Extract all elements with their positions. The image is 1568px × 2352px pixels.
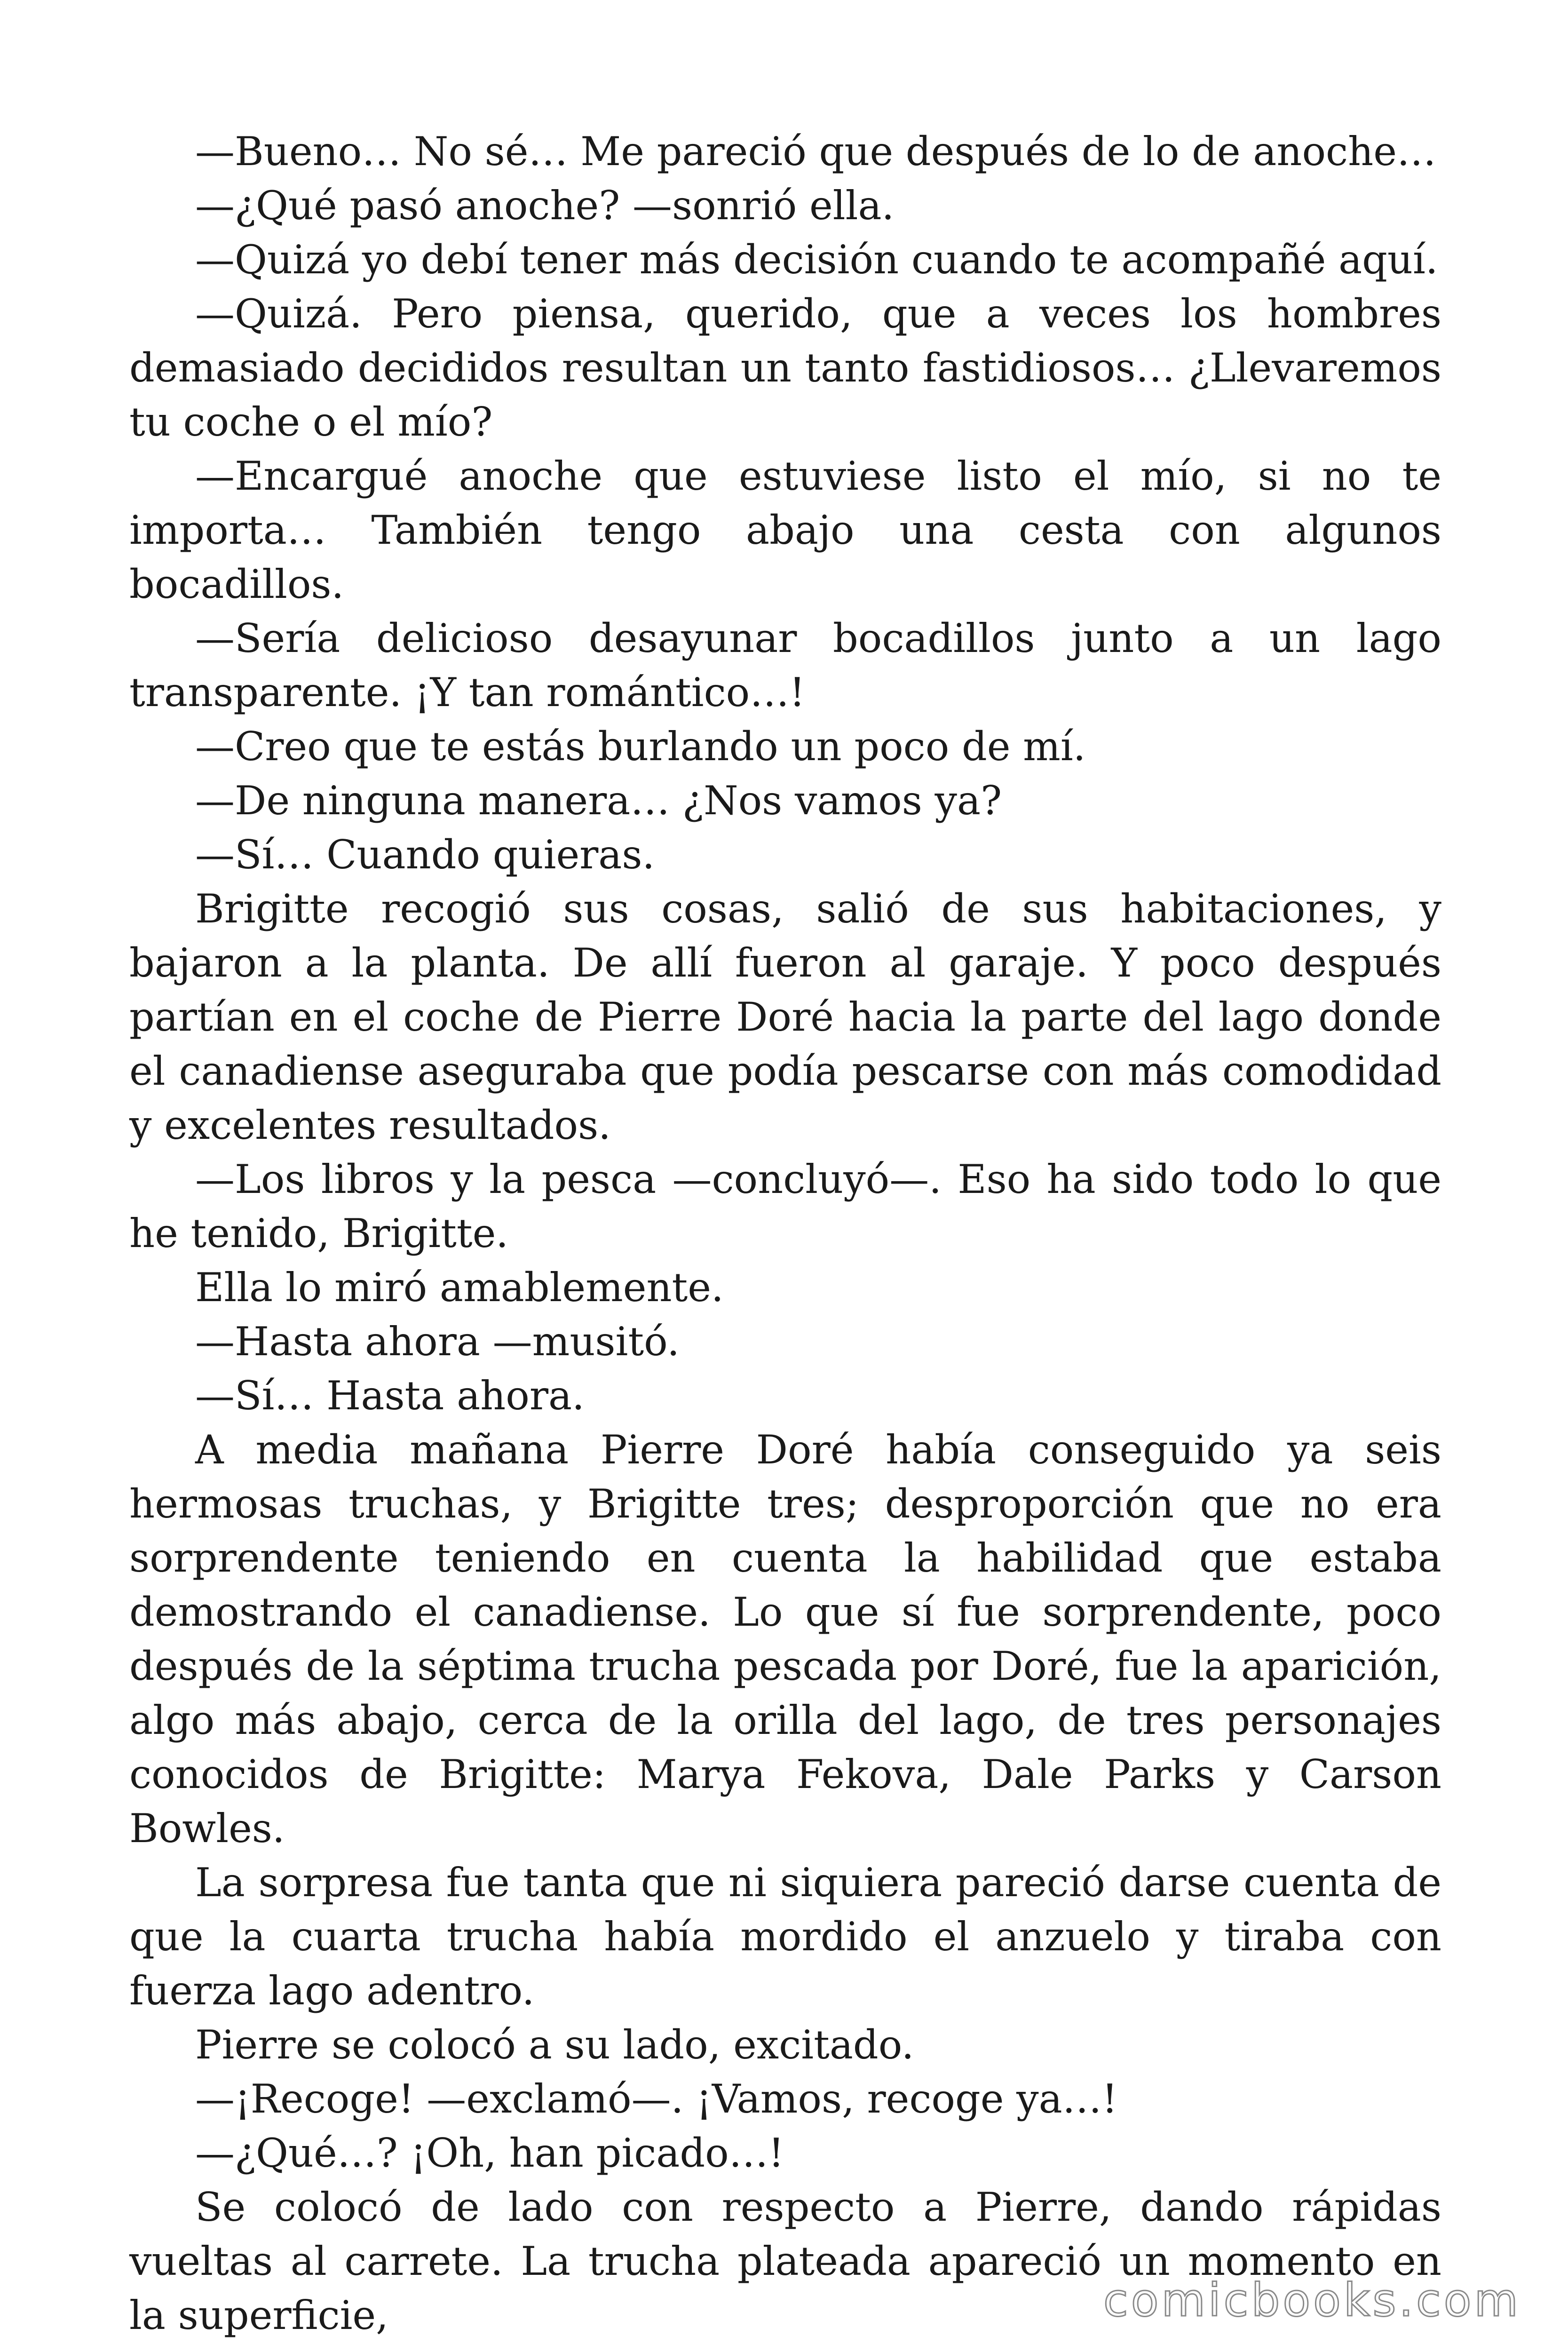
paragraph-1: —Bueno… No sé… Me pareció que después de lo de anoche… — [195, 128, 1436, 175]
paragraph-2: —¿Qué pasó anoche? —sonrió ella. — [195, 183, 895, 229]
page-body — [129, 125, 1441, 2343]
paragraph-6: —Sería delicioso desayunar bocadillos junto a un lago transparente. ¡Y tan romántico…! — [129, 615, 1441, 715]
paragraph-18: —¡Recoge! —exclamó—. ¡Vamos, recoge ya…! — [195, 2076, 1118, 2122]
paragraph-16: La sorpresa fue tanta que ni siquiera pareció darse cuenta de que la cuarta trucha había mordido el anzuelo y tiraba con fuerza lago adentro. — [129, 1859, 1441, 2014]
paragraph-17: Pierre se colocó a su lado, excitado. — [195, 2022, 914, 2068]
paragraph-15: A media mañana Pierre Doré había conseguido ya seis hermosas truchas, y Brigitte tres; desproporción que no era sorprendente teniendo en cuenta la habilidad que estaba demostrando el canadiense. Lo que sí fue sorprendente, poco después de la séptima trucha pescada por Doré, fue la aparición, algo más abajo, cerca de la orilla del lago, de tres personajes conocidos de Brigitte: Marya Fekova, Dale Parks y Carson Bowles. — [129, 1427, 1441, 1851]
paragraph-9: —Sí… Cuando quieras. — [195, 832, 655, 878]
paragraph-8: —De ninguna manera… ¿Nos vamos ya? — [195, 778, 1002, 824]
paragraph-13: —Hasta ahora —musitó. — [195, 1319, 680, 1365]
paragraph-10: Brigitte recogió sus cosas, salió de sus habitaciones, y bajaron a la planta. De allí fueron al garaje. Y poco después partían en el coche de Pierre Doré hacia la parte del lago donde el canadiense aseguraba que podía pescarse con más comodidad y excelentes resultados. — [129, 886, 1441, 1148]
paragraph-5: —Encargué anoche que estuviese listo el mío, si no te importa… También tengo abajo una cesta con algunos bocadillos. — [129, 453, 1441, 607]
paragraph-14: —Sí… Hasta ahora. — [195, 1373, 585, 1419]
paragraph-12: Ella lo miró amablemente. — [195, 1264, 724, 1311]
watermark: comicbooks.com — [1103, 2274, 1521, 2327]
paragraph-7: —Creo que te estás burlando un poco de mí. — [195, 723, 1086, 770]
paragraph-3: —Quizá yo debí tener más decisión cuando te acompañé aquí. — [195, 237, 1438, 283]
paragraph-19: —¿Qué…? ¡Oh, han picado…! — [195, 2130, 784, 2176]
paragraph-11: —Los libros y la pesca —concluyó—. Eso ha sido todo lo que he tenido, Brigitte. — [129, 1156, 1441, 1256]
paragraph-20: Se colocó de lado con respecto a Pierre, dando rápidas vueltas al carrete. La trucha plateada apareció un momento en la superficie, — [129, 2184, 1441, 2338]
paragraph-4: —Quizá. Pero piensa, querido, que a veces los hombres demasiado decididos resultan un tanto fastidiosos… ¿Llevaremos tu coche o el mío? — [129, 291, 1441, 445]
